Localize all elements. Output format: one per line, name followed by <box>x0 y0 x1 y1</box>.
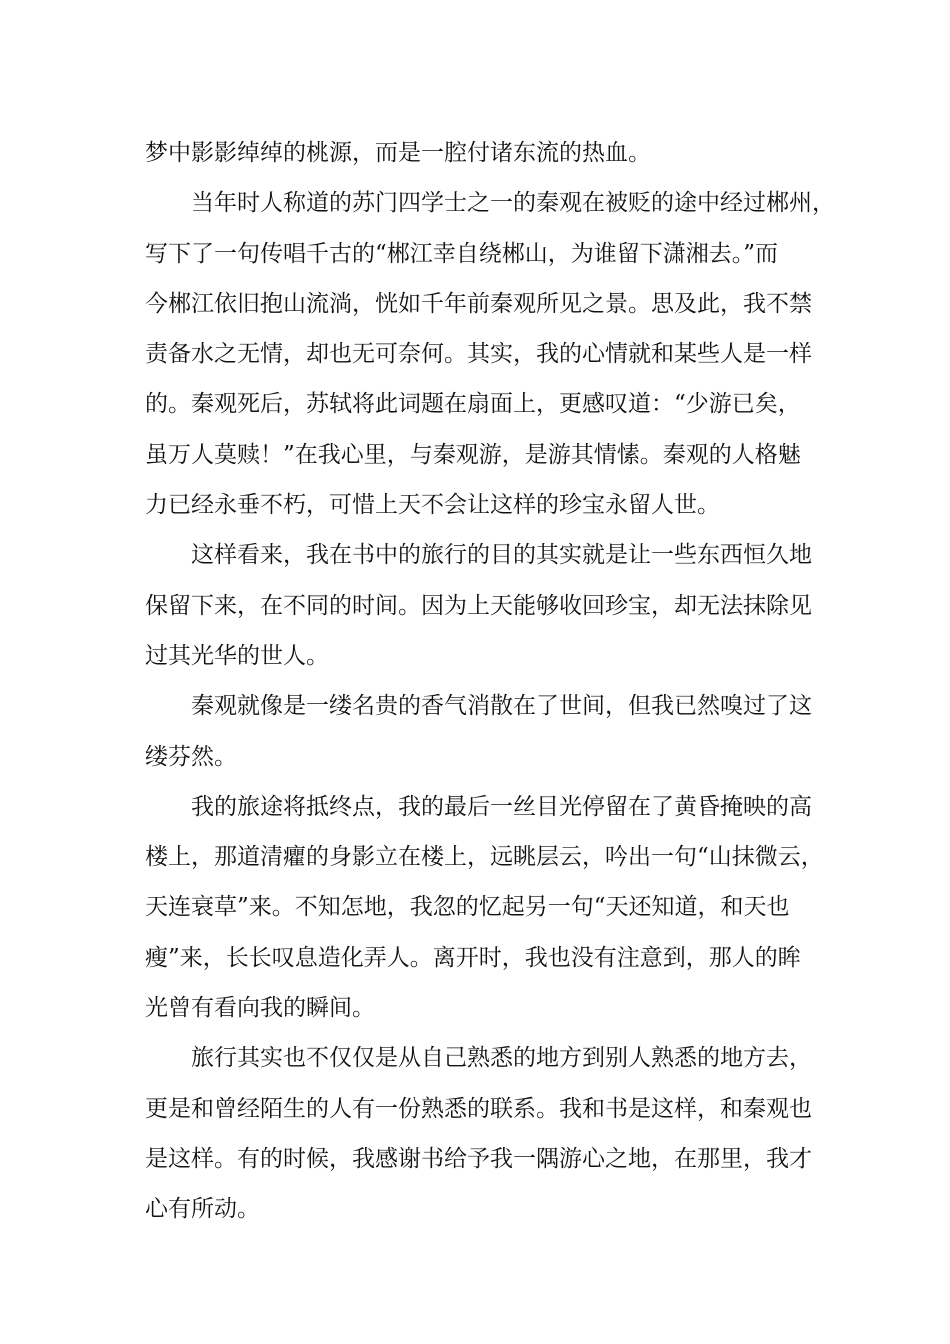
text-line: 保留下来，在不同的时间。因为上天能够收回珍宝，却无法抹除见 <box>145 592 812 619</box>
text-line: 过其光华的世人。 <box>145 642 329 669</box>
text-line: 这样看来，我在书中的旅行的目的其实就是让一些东西恒久地 <box>191 542 812 569</box>
paragraph-6 <box>145 1033 815 1234</box>
text-line: 虽万人莫赎！”在我心里，与秦观游，是游其情愫。秦观的人格魅 <box>145 441 801 468</box>
text-line: 瘦”来，长长叹息造化弄人。离开时，我也没有注意到，那人的眸 <box>145 944 801 971</box>
paragraph-2 <box>145 178 835 530</box>
text-line: 秦观就像是一缕名贵的香气消散在了世间，但我已然嗅过了这 <box>191 693 812 720</box>
text-line: 梦中影影绰绰的桃源，而是一腔付诸东流的热血。 <box>145 140 651 166</box>
paragraph-4 <box>145 681 815 782</box>
text-line: 天连衰草”来。不知怎地，我忽的忆起另一句“天还知道，和天也 <box>145 894 790 921</box>
text-line: 是这样。有的时候，我感谢书给予我一隅游心之地，在那里，我才 <box>145 1145 812 1172</box>
text-line: 光曾有看向我的瞬间。 <box>145 995 375 1022</box>
text-line: 缕芬然。 <box>145 743 237 770</box>
text-line: 力已经永垂不朽，可惜上天不会让这样的珍宝永留人世。 <box>145 492 720 519</box>
text-line: 更是和曾经陌生的人有一份熟悉的联系。我和书是这样，和秦观也 <box>145 1095 812 1122</box>
text-line: 的。秦观死后，苏轼将此词题在扇面上，更感叹道：“少游已矣， <box>145 391 801 418</box>
text-line: 楼上，那道清癯的身影立在楼上，远眺层云，吟出一句“山抹微云， <box>145 844 824 871</box>
text-line: 当年时人称道的苏门四学士之一的秦观在被贬的途中经过郴州， <box>191 190 835 217</box>
paragraph-5 <box>145 782 824 1033</box>
text-line: 旅行其实也不仅仅是从自己熟悉的地方到别人熟悉的地方去， <box>191 1045 812 1072</box>
text-line: 责备水之无情，却也无可奈何。其实，我的心情就和某些人是一样 <box>145 341 812 368</box>
text-line: 我的旅途将抵终点，我的最后一丝目光停留在了黄昏掩映的高 <box>191 793 812 820</box>
paragraph-1 <box>145 128 815 178</box>
text-line: 心有所动。 <box>145 1196 260 1223</box>
text-line: 今郴江依旧抱山流淌，恍如千年前秦观所见之景。思及此，我不禁 <box>145 290 812 317</box>
paragraph-3 <box>145 530 815 681</box>
article-body <box>145 128 835 1235</box>
text-line: 写下了一句传唱千古的“郴江幸自绕郴山，为谁留下潇湘去。”而 <box>145 240 779 267</box>
